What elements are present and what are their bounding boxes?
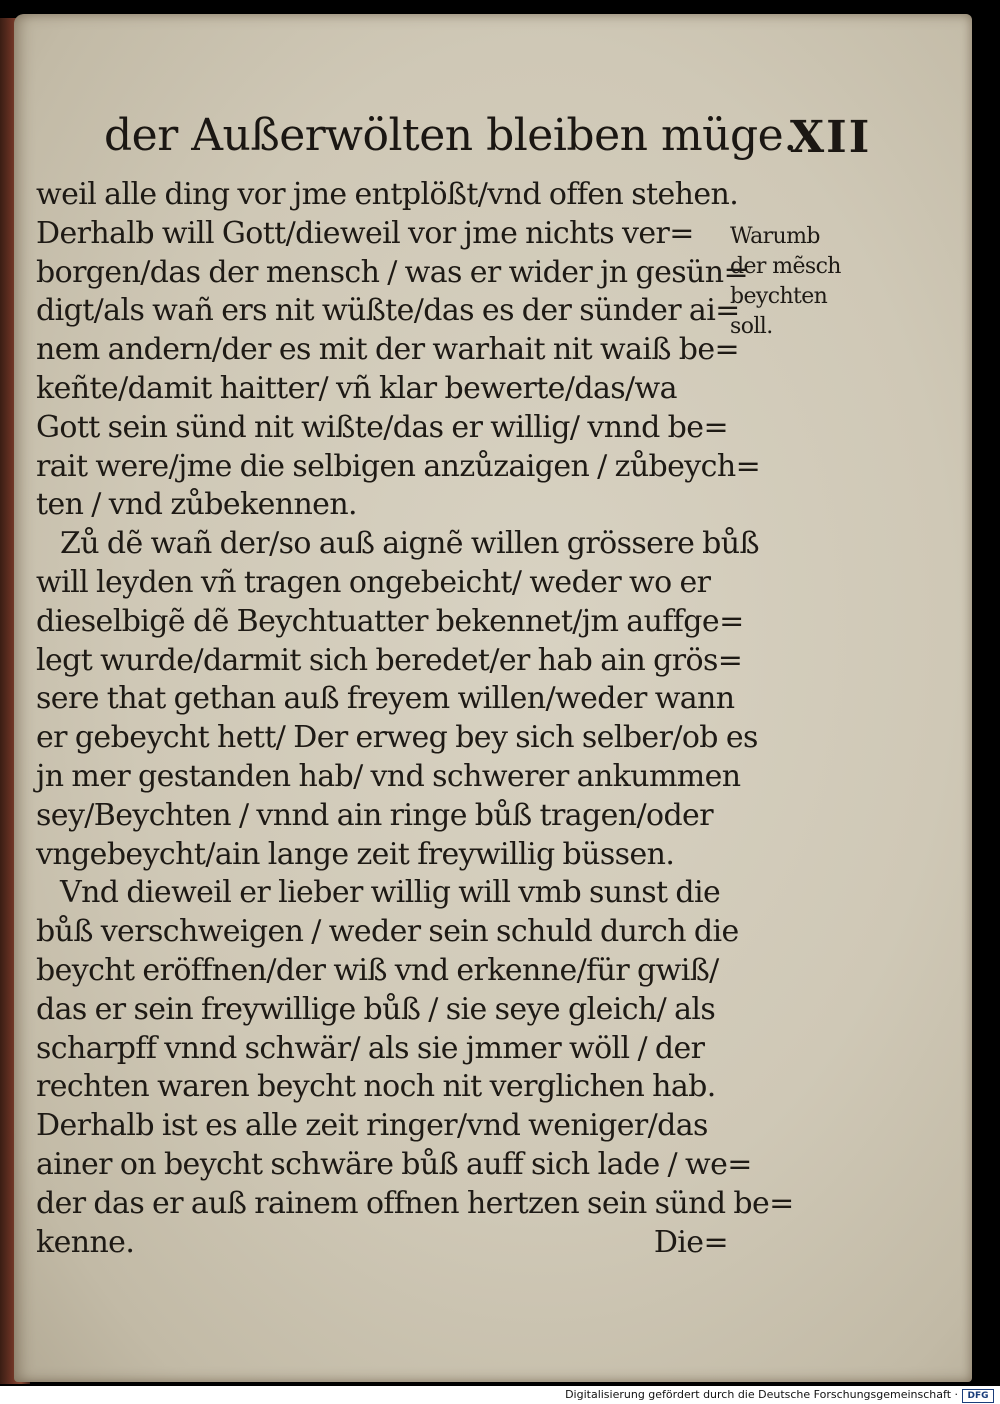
paragraph-start-line: Vnd dieweil er lieber willig will vmb sunst die bbox=[60, 875, 721, 911]
text-line: scharpff vnnd schwär/ als sie jmmer wöll / der bbox=[36, 1030, 705, 1066]
funding-credit: Digitalisierung gefördert durch die Deutsche Forschungsgemeinschaft · bbox=[565, 1388, 958, 1401]
text-line: rait were/jme die selbigen anzůzaigen / zůbeych= bbox=[36, 448, 761, 484]
text-line: beycht eröffnen/der wiß vnd erkenne/für gwiß/ bbox=[36, 952, 719, 988]
margin-note-line: soll. bbox=[730, 314, 773, 339]
text-line: das er sein freywillige bůß / sie seye gleich/ als bbox=[36, 991, 716, 1027]
text-line: bůß verschweigen / weder sein schuld durch die bbox=[36, 914, 739, 950]
text-line: keñte/damit haitter/ vñ klar bewerte/das/wa bbox=[36, 370, 677, 406]
running-head: der Außerwölten bleiben müge. bbox=[104, 110, 797, 161]
folio-number: XII bbox=[790, 112, 872, 163]
text-line: ainer on beycht schwäre bůß auff sich lade / we= bbox=[36, 1146, 752, 1182]
margin-note-line: beychten bbox=[730, 284, 828, 309]
text-line: der das er auß rainem offnen hertzen sein sünd be= bbox=[36, 1185, 794, 1221]
margin-note bbox=[730, 222, 870, 342]
text-line: er gebeycht hett/ Der erweg bey sich selber/ob es bbox=[36, 720, 758, 756]
text-line: nem andern/der es mit der warhait nit waiß be= bbox=[36, 332, 740, 368]
margin-note-line: Warumb bbox=[730, 224, 820, 249]
text-line: Derhalb will Gott/dieweil vor jme nichts ver= bbox=[36, 215, 694, 251]
text-line: weil alle ding vor jme entplößt/vnd offen stehen. bbox=[36, 177, 739, 212]
text-line: Gott sein sünd nit wißte/das er willig/ vnnd be= bbox=[36, 409, 728, 445]
last-text-line bbox=[36, 1224, 736, 1263]
text-line-end: kenne. bbox=[36, 1224, 135, 1260]
text-line: sere that gethan auß freyem willen/weder wann bbox=[36, 681, 735, 717]
text-line: vngebeycht/ain lange zeit freywillig büssen. bbox=[36, 836, 675, 872]
paragraph-start-line: Zů dẽ wañ der/so auß aignẽ willen grössere bůß bbox=[60, 526, 759, 562]
text-line: dieselbigẽ dẽ Beychtuatter bekennet/jm auffge= bbox=[36, 603, 744, 639]
text-line: legt wurde/darmit sich beredet/er hab ain grös= bbox=[36, 642, 743, 678]
margin-note-line: der mẽsch bbox=[730, 254, 841, 279]
text-line: rechten waren beycht noch nit verglichen hab. bbox=[36, 1069, 716, 1105]
text-line: ten / vnd zůbekennen. bbox=[36, 487, 357, 523]
text-line: Derhalb ist es alle zeit ringer/vnd weniger/das bbox=[36, 1108, 708, 1144]
text-line: jn mer gestanden hab/ vnd schwerer ankummen bbox=[36, 758, 741, 794]
text-line: digt/als wañ ers nit wüßte/das es der sünder ai= bbox=[36, 293, 740, 329]
text-line: borgen/das der mensch / was er wider jn gesün= bbox=[36, 254, 748, 290]
catchword: Die= bbox=[653, 1224, 728, 1260]
text-line: will leyden vñ tragen ongebeicht/ weder wo er bbox=[36, 564, 711, 600]
dfg-logo-icon: DFG bbox=[962, 1389, 994, 1403]
text-line: sey/Beychten / vnnd ain ringe bůß tragen/oder bbox=[36, 797, 713, 833]
